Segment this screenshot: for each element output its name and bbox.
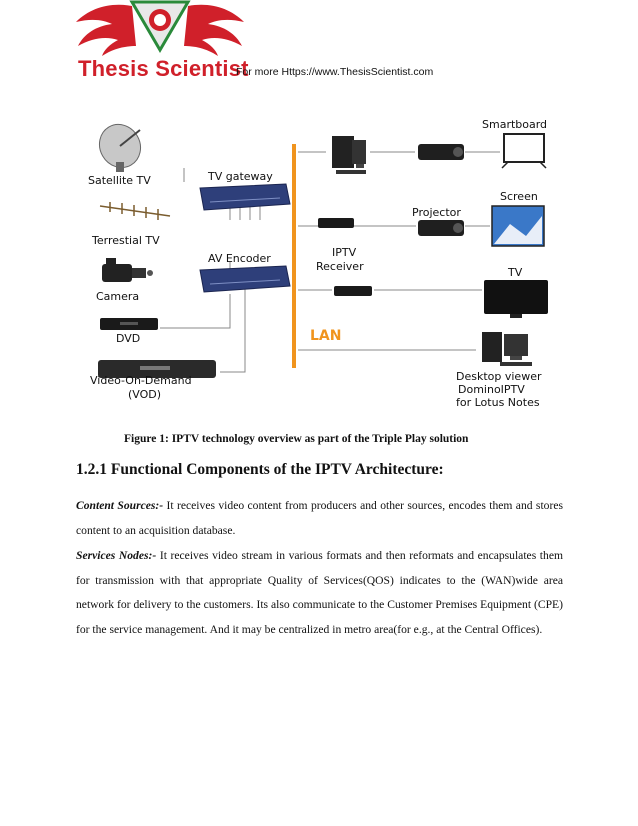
tv-gateway-label: TV gateway <box>208 170 273 183</box>
vod-label-line1: Video-On-Demand <box>90 374 192 387</box>
smartboard-icon <box>502 134 546 168</box>
dvd-label: DVD <box>116 332 141 345</box>
projector-2-icon <box>418 220 464 236</box>
desktop-viewer-label-line1: Desktop viewer <box>456 370 542 383</box>
header-website-link[interactable]: For more Https://www.ThesisScientist.com <box>236 66 434 78</box>
iptv-receiver-label-line2: Receiver <box>316 260 364 273</box>
desktop-computer-icon <box>332 136 366 174</box>
terrestrial-antenna-icon <box>100 202 170 220</box>
iptv-overview-diagram <box>80 112 570 414</box>
services-nodes-term: Services Nodes:- <box>76 549 157 562</box>
desktop-viewer-computer-icon <box>482 332 532 366</box>
av-encoder-label: AV Encoder <box>208 252 271 265</box>
desktop-viewer-label-line2: DominoIPTV <box>458 383 525 396</box>
logo-text: Thesis Scientist <box>78 56 249 81</box>
satellite-dish-icon <box>92 117 149 175</box>
services-nodes-paragraph <box>76 544 563 642</box>
satellite-tv-label: Satellite TV <box>88 174 151 187</box>
projector-icon <box>418 144 464 160</box>
lan-label: LAN <box>310 328 342 344</box>
content-sources-term: Content Sources:- <box>76 499 164 512</box>
terrestial-tv-label: Terrestial TV <box>92 234 160 247</box>
camera-label: Camera <box>96 290 140 303</box>
iptv-receiver-2-icon <box>334 286 372 296</box>
figure-caption: Figure 1: IPTV technology overview as part of the Triple Play solution <box>124 433 469 445</box>
services-nodes-text: It receives video stream in various formats and then reformats and encapsulates them for transmission with that appropriate Quality of Services(QOS) indicates to the (WAN)wide area network for delivery to the customers. Its also communicate to the Customer Premises Equipment (CPE) for the service management. And it may be centralized in metro area(for e.g., at the Central Offices). <box>76 549 563 636</box>
desktop-viewer-label-line3: for Lotus Notes <box>456 396 540 409</box>
tv-label: TV <box>508 266 523 279</box>
vod-label-line2: (VOD) <box>128 388 162 401</box>
dvd-player-icon <box>100 318 158 330</box>
video-camera-icon <box>102 258 153 282</box>
lan-backbone <box>292 144 296 368</box>
content-sources-paragraph <box>76 494 563 543</box>
content-sources-text: It receives video content from producers and other sources, encodes them and stores content to an acquisition database. <box>76 499 563 537</box>
projector-label: Projector <box>412 206 461 219</box>
smartboard-label: Smartboard <box>482 118 548 131</box>
iptv-receiver-label-line1: IPTV <box>332 246 357 259</box>
flat-tv-icon <box>484 280 548 318</box>
iptv-receiver-device-icon <box>318 218 354 228</box>
screen-label: Screen <box>500 190 538 203</box>
av-encoder-device-icon <box>200 266 290 292</box>
section-heading: 1.2.1 Functional Components of the IPTV Architecture: <box>76 461 444 478</box>
tv-gateway-device-icon <box>200 184 290 210</box>
projection-screen-icon <box>492 206 544 246</box>
